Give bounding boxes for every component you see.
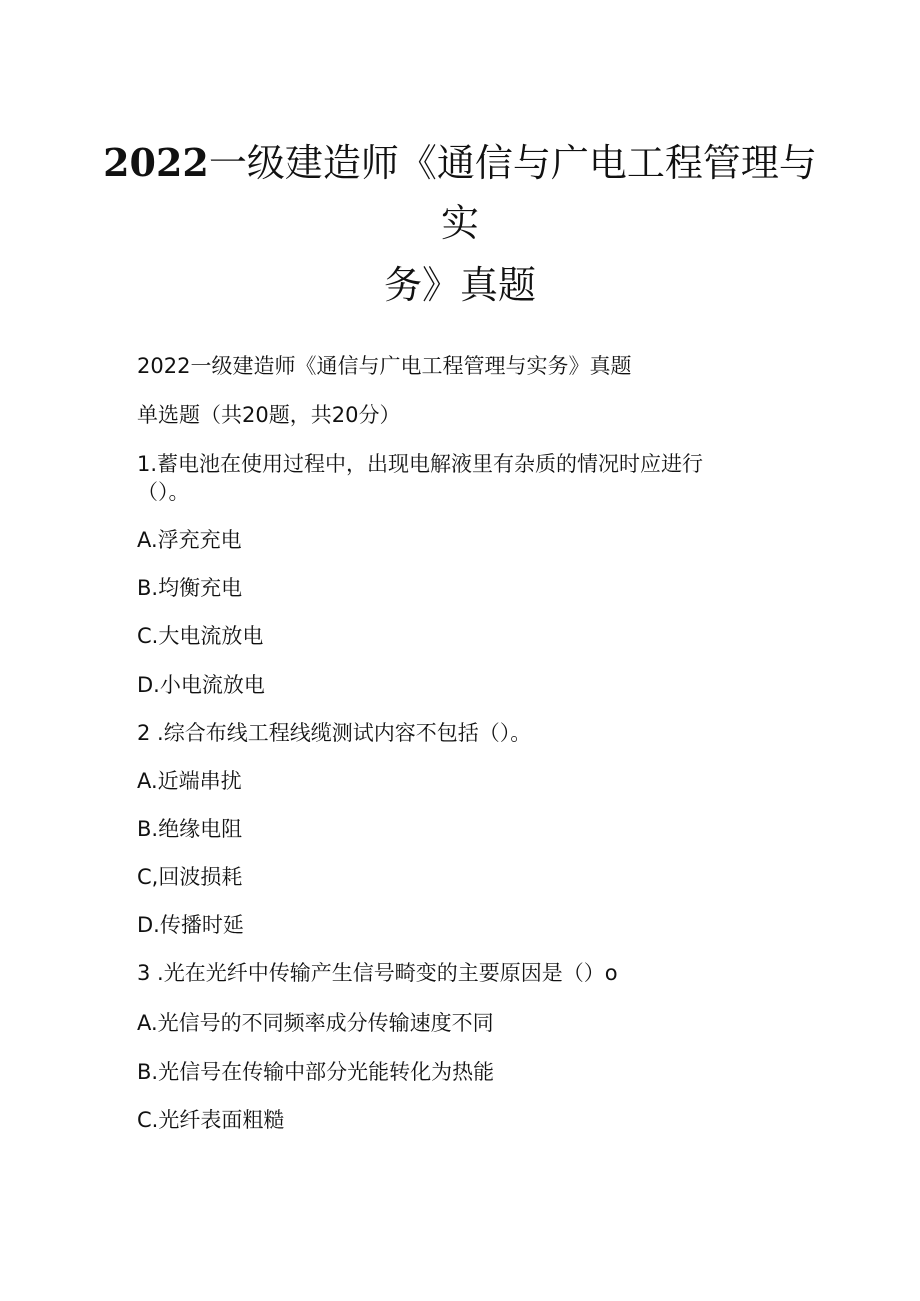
question-2-text: 2 .综合布线工程线缆测试内容不包括（）。 bbox=[137, 721, 532, 745]
question-2-option-b: B.绝缘电阻 bbox=[137, 817, 243, 841]
question-1-option-d: D.小电流放电 bbox=[137, 673, 265, 697]
doc-title-line-3: 务》真题 bbox=[383, 263, 536, 307]
question-1-option-b: B.均衡充电 bbox=[137, 576, 243, 600]
question-1-option-c: C.大电流放电 bbox=[137, 624, 264, 648]
question-3-text: 3 .光在光纤中传输产生信号畸变的主要原因是（）o bbox=[137, 961, 618, 985]
doc-title-text: 一级建造师《通信与广电工程管理与 bbox=[208, 141, 817, 185]
question-2-option-a: A.近端串扰 bbox=[137, 769, 242, 793]
doc-title-line-1 bbox=[0, 140, 920, 186]
doc-subtitle: 2022一级建造师《通信与广电工程管理与实务》真题 bbox=[137, 354, 632, 378]
question-3-option-b: B.光信号在传输中部分光能转化为热能 bbox=[137, 1060, 495, 1084]
question-3-option-c: C.光纤表面粗糙 bbox=[137, 1108, 285, 1132]
question-3-option-a: A.光信号的不同频率成分传输速度不同 bbox=[137, 1011, 494, 1035]
question-1-text-cont: （）。 bbox=[137, 480, 190, 504]
doc-title-line-2: 实 bbox=[440, 201, 479, 245]
doc-title-year: 2022 bbox=[103, 140, 209, 185]
question-1-text: 1.蓄电池在使用过程中，出现电解液里有杂质的情况时应进行 bbox=[137, 452, 704, 476]
question-2-option-c: C,回波损耗 bbox=[137, 865, 243, 889]
section-heading: 单选题（共20题，共20分） bbox=[137, 403, 401, 427]
question-1-option-a: A.浮充充电 bbox=[137, 528, 242, 552]
question-2-option-d: D.传播时延 bbox=[137, 913, 244, 937]
